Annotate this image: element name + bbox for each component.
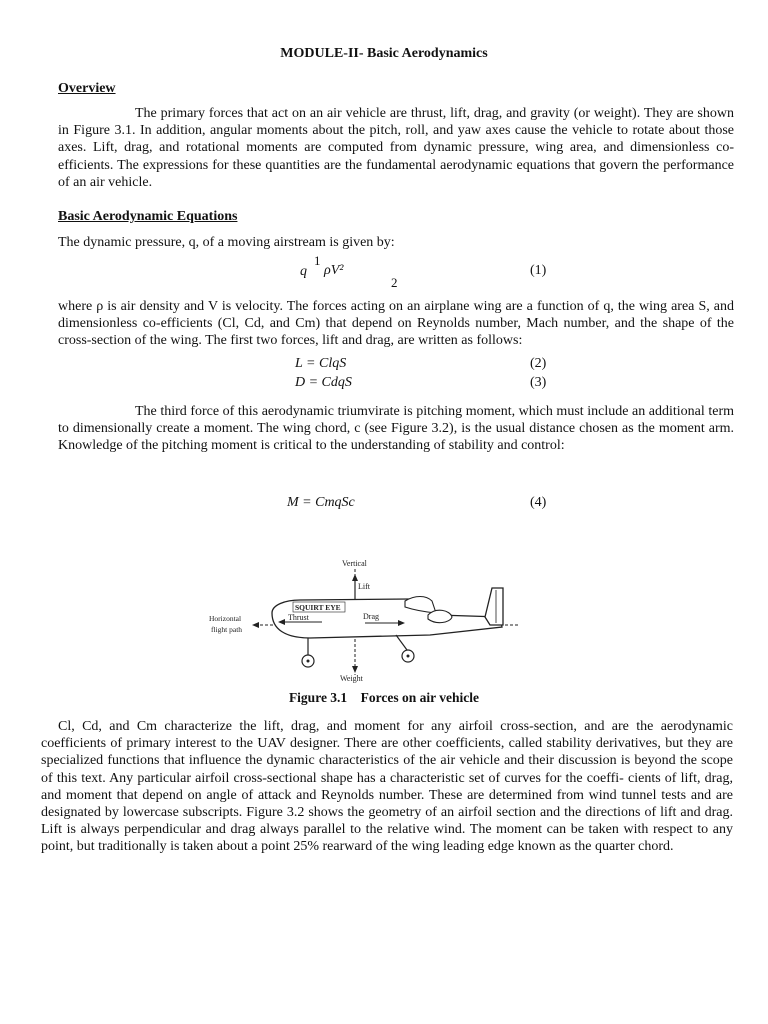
- label-weight: Weight: [340, 674, 363, 683]
- eq1-number: (1): [530, 263, 547, 278]
- eq1-lhs: q: [300, 264, 307, 279]
- front-wheel-hub: [307, 660, 310, 663]
- overview-paragraph: The primary forces that act on an air vehicle are thrust, lift, drag, and gravity (or weight). They are shown in Figure 3.1. In addition, angular moments about the pitch, roll, and yaw axes cause the vehicle to rotate about those axes. Lift, drag, and rotational moments are computed from dynamic pressure, wing area, and dimensionless co-efficients. The expressions for these quantities are the fundamental aerodynamic equations that govern the performance of an air vehicle.: [58, 106, 734, 190]
- label-flight-path: flight path: [211, 625, 243, 634]
- flight-path-arrowhead: [252, 622, 259, 628]
- main-gear-strut: [396, 635, 407, 650]
- equations-heading: Basic Aerodynamic Equations: [58, 209, 238, 224]
- equation-3: D = CdqS: [295, 375, 352, 390]
- eq4-number: (4): [530, 495, 547, 510]
- lift-arrowhead: [352, 574, 358, 581]
- eq3-number: (3): [530, 375, 547, 390]
- tail-fin: [485, 588, 503, 625]
- dynamic-pressure-intro: The dynamic pressure, q, of a moving airstream is given by:: [58, 235, 395, 250]
- page-title: MODULE-II- Basic Aerodynamics: [280, 46, 488, 61]
- weight-arrowhead: [352, 666, 358, 673]
- label-lift: Lift: [358, 582, 370, 591]
- main-wheel-hub: [407, 655, 410, 658]
- label-vertical: Vertical: [342, 559, 367, 568]
- figure-forces-on-air-vehicle: [200, 555, 540, 685]
- eq1-frac-num: 1: [314, 253, 321, 268]
- eq2-number: (2): [530, 356, 547, 371]
- eq1-frac-den: 2: [391, 275, 398, 290]
- forces-paragraph: where ρ is air density and V is velocity. The forces acting on an airplane wing are a function of q, the wing area S, and dimensionless co-efficients (Cl, Cd, and Cm) that depend on Reynolds number, Mach number, and the shape of the cross-section of the wing. The first two forces, lift and drag, are written as follows:: [58, 299, 734, 349]
- equation-1: [298, 253, 418, 293]
- coefficients-paragraph: Cl, Cd, and Cm characterize the lift, drag, and moment for any airfoil cross-section, and are the aerodynamic coefficients of primary interest to the UAV designer. There are other coefficients, called stability derivatives, but they are specialized functions that influence the dynamic characteristics of the air vehicle and their discussion is beyond the scope of this text. Any particular airfoil cross-sectional shape has a characteristic set of curves for the coeffi- cients of lift, drag, and moment that depend on angle of attack and Reynolds number. These are determined from wind tunnel tests and are designated by lowercase subscripts. Figure 3.2 shows the geometry of an airfoil section and the directions of lift and drag. Lift is always perpendicular and drag always parallel to the relative wind. The moment can be taken with respect to any point, but traditionally is taken about a point 25% rearward of the wing leading edge known as the quarter chord.: [41, 719, 733, 855]
- engine-pod: [428, 610, 452, 622]
- label-aircraft-name: SQUIRT EYE: [295, 603, 341, 612]
- label-drag: Drag: [363, 612, 379, 621]
- label-horizontal: Horizontal: [209, 614, 242, 623]
- overview-heading: Overview: [58, 81, 116, 96]
- equation-2: L = ClqS: [295, 356, 347, 371]
- moment-paragraph: The third force of this aerodynamic triumvirate is pitching moment, which must include an additional term to dimensionally create a moment. The wing chord, c (see Figure 3.2), is the usual distance chosen as the moment arm. Knowledge of the pitching moment is critical to the understanding of stability and control:: [58, 404, 734, 454]
- equation-4: M = CmqSc: [287, 495, 355, 510]
- eq1-rhs: ρV²: [324, 263, 344, 278]
- label-thrust: Thrust: [288, 613, 309, 622]
- figure-caption: Figure 3.1 Forces on air vehicle: [288, 690, 480, 705]
